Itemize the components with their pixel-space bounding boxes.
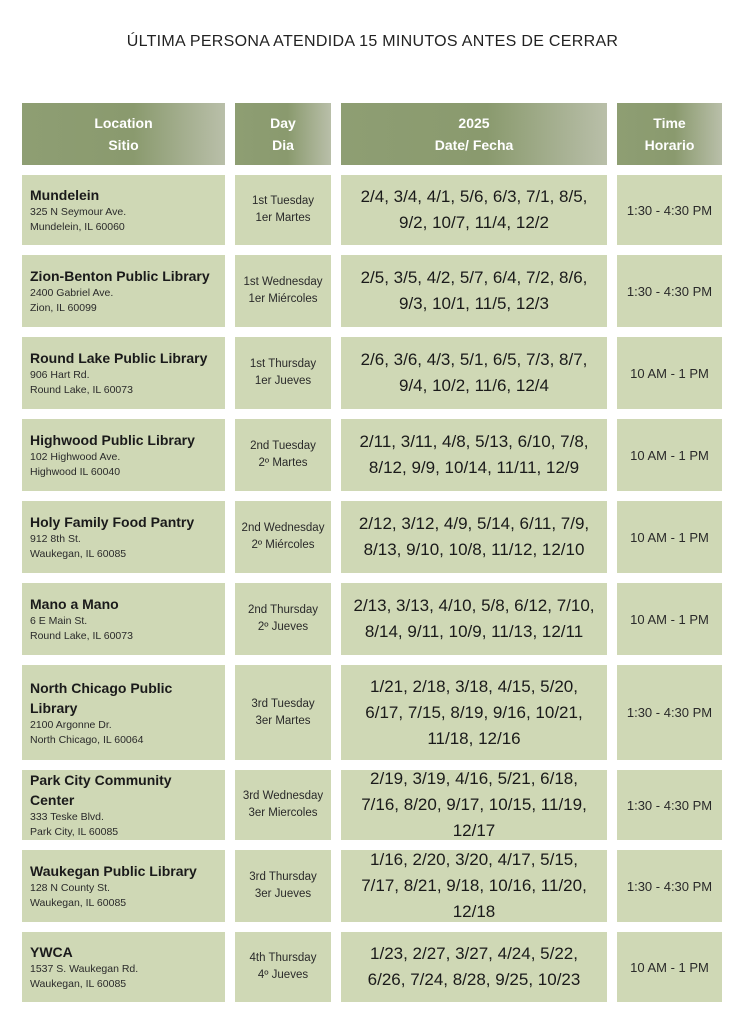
day-en: 1st Wednesday bbox=[243, 276, 323, 288]
dates-list: 2/11, 3/11, 4/8, 5/13, 6/10, 7/8, 8/12, 9/9, 10/14, 11/11, 12/9 bbox=[359, 432, 589, 477]
dates-list: 1/21, 2/18, 3/18, 4/15, 5/20, 6/17, 7/15, 8/19, 9/16, 10/21, 11/18, 12/16 bbox=[365, 676, 583, 748]
day-cell bbox=[235, 501, 331, 573]
location-cell bbox=[22, 770, 225, 840]
location-cell bbox=[22, 419, 225, 491]
location-name: Park City Community Center bbox=[30, 772, 172, 808]
day-es: 1er Martes bbox=[255, 212, 311, 224]
table-row bbox=[22, 337, 722, 409]
table-body bbox=[22, 175, 722, 1002]
location-name: Mano a Mano bbox=[30, 596, 119, 612]
location-name: Mundelein bbox=[30, 187, 100, 203]
time-range: 1:30 - 4:30 PM bbox=[626, 283, 713, 299]
dates-cell bbox=[341, 850, 607, 922]
location-name: Waukegan Public Library bbox=[30, 863, 197, 879]
day-en: 3rd Tuesday bbox=[251, 697, 315, 710]
header-date-label: Date/ Fecha bbox=[434, 137, 514, 153]
location-street: 1537 S. Waukegan Rd. bbox=[30, 963, 139, 975]
time-cell bbox=[617, 770, 722, 840]
time-cell bbox=[617, 175, 722, 245]
location-name: YWCA bbox=[30, 944, 73, 960]
table-row bbox=[22, 501, 722, 573]
table-row bbox=[22, 850, 722, 922]
day-cell bbox=[235, 850, 331, 922]
time-range: 10 AM - 1 PM bbox=[630, 611, 709, 627]
location-city: Waukegan, IL 60085 bbox=[30, 978, 127, 990]
closing-notice: ÚLTIMA PERSONA ATENDIDA 15 MINUTOS ANTES DE CERRAR bbox=[126, 33, 619, 50]
time-cell bbox=[617, 255, 722, 327]
location-cell bbox=[22, 665, 225, 760]
location-city: Zion, IL 60099 bbox=[30, 302, 97, 314]
header-time-en: Time bbox=[653, 115, 686, 131]
table-row bbox=[22, 770, 722, 840]
time-range: 1:30 - 4:30 PM bbox=[626, 797, 713, 813]
day-en: 1st Tuesday bbox=[251, 195, 314, 207]
dates-list: 2/5, 3/5, 4/2, 5/7, 6/4, 7/2, 8/6, 9/3, 10/1, 11/5, 12/3 bbox=[360, 268, 588, 313]
location-street: 906 Hart Rd. bbox=[30, 369, 90, 381]
day-es: 2º Miércoles bbox=[251, 539, 315, 551]
day-en: 4th Thursday bbox=[249, 952, 317, 964]
table-header-row bbox=[22, 103, 722, 165]
dates-cell bbox=[341, 932, 607, 1002]
dates-cell bbox=[341, 665, 607, 760]
location-city: North Chicago, IL 60064 bbox=[30, 733, 144, 746]
day-cell bbox=[235, 770, 331, 840]
location-cell bbox=[22, 175, 225, 245]
time-range: 10 AM - 1 PM bbox=[630, 529, 709, 545]
dates-list: 1/23, 2/27, 3/27, 4/24, 5/22, 6/26, 7/24, 8/28, 9/25, 10/23 bbox=[367, 944, 581, 989]
location-cell bbox=[22, 583, 225, 655]
dates-list: 2/19, 3/19, 4/16, 5/21, 6/18, 7/16, 8/20, 9/17, 10/15, 11/19, 12/17 bbox=[361, 769, 587, 840]
day-es: 1er Jueves bbox=[254, 375, 312, 387]
header-location-en: Location bbox=[94, 115, 153, 131]
header-date bbox=[341, 103, 607, 165]
day-en: 2nd Thursday bbox=[247, 604, 319, 616]
time-cell bbox=[617, 501, 722, 573]
location-city: Waukegan, IL 60085 bbox=[30, 548, 127, 560]
dates-list: 2/13, 3/13, 4/10, 5/8, 6/12, 7/10, 8/14, 9/11, 10/9, 11/13, 12/11 bbox=[353, 596, 595, 641]
location-street: 2400 Gabriel Ave. bbox=[30, 287, 114, 299]
table-row bbox=[22, 175, 722, 245]
location-street: 6 E Main St. bbox=[30, 615, 88, 627]
header-time-es: Horario bbox=[644, 137, 695, 153]
location-street: 128 N County St. bbox=[30, 882, 110, 894]
day-en: 2nd Tuesday bbox=[250, 440, 316, 452]
header-location bbox=[22, 103, 225, 165]
day-cell bbox=[235, 337, 331, 409]
time-range: 10 AM - 1 PM bbox=[630, 365, 709, 381]
dates-list: 2/12, 3/12, 4/9, 5/14, 6/11, 7/9, 8/13, 9/10, 10/8, 11/12, 12/10 bbox=[358, 514, 590, 559]
day-en: 2nd Wednesday bbox=[241, 522, 325, 534]
day-es: 2º Martes bbox=[258, 457, 308, 469]
dates-cell bbox=[341, 337, 607, 409]
dates-cell bbox=[341, 583, 607, 655]
location-city: Mundelein, IL 60060 bbox=[30, 221, 125, 233]
time-range: 1:30 - 4:30 PM bbox=[626, 705, 713, 720]
header-day-en: Day bbox=[270, 115, 296, 131]
day-es: 4º Jueves bbox=[257, 969, 309, 981]
table-row bbox=[22, 932, 722, 1002]
time-cell bbox=[617, 850, 722, 922]
location-name: Highwood Public Library bbox=[30, 432, 195, 448]
table-row bbox=[22, 255, 722, 327]
location-name: Holy Family Food Pantry bbox=[30, 514, 195, 530]
day-en: 1st Thursday bbox=[249, 358, 317, 370]
time-cell bbox=[617, 932, 722, 1002]
location-name: North Chicago Public Library bbox=[30, 679, 173, 716]
dates-list: 2/4, 3/4, 4/1, 5/6, 6/3, 7/1, 8/5, 9/2, 10/7, 11/4, 12/2 bbox=[360, 187, 588, 232]
location-city: Round Lake, IL 60073 bbox=[30, 384, 133, 396]
location-street: 325 N Seymour Ave. bbox=[30, 206, 127, 218]
day-es: 3er Martes bbox=[255, 714, 311, 727]
day-cell bbox=[235, 583, 331, 655]
schedule-table bbox=[22, 103, 722, 1012]
location-cell bbox=[22, 255, 225, 327]
day-es: 1er Miércoles bbox=[248, 293, 318, 305]
dates-cell bbox=[341, 501, 607, 573]
time-range: 1:30 - 4:30 PM bbox=[626, 878, 713, 894]
dates-cell bbox=[341, 770, 607, 840]
time-range: 10 AM - 1 PM bbox=[630, 959, 709, 975]
day-cell bbox=[235, 419, 331, 491]
time-cell bbox=[617, 665, 722, 760]
header-location-es: Sitio bbox=[108, 137, 139, 153]
day-cell bbox=[235, 932, 331, 1002]
day-es: 3er Jueves bbox=[254, 888, 312, 900]
location-city: Highwood IL 60040 bbox=[30, 466, 121, 478]
time-range: 10 AM - 1 PM bbox=[630, 447, 709, 463]
day-cell bbox=[235, 255, 331, 327]
time-cell bbox=[617, 583, 722, 655]
location-cell bbox=[22, 501, 225, 573]
day-cell bbox=[235, 175, 331, 245]
dates-list: 2/6, 3/6, 4/3, 5/1, 6/5, 7/3, 8/7, 9/4, 10/2, 11/6, 12/4 bbox=[360, 350, 588, 395]
location-city: Park City, IL 60085 bbox=[30, 826, 119, 838]
table-row bbox=[22, 419, 722, 491]
dates-cell bbox=[341, 419, 607, 491]
dates-cell bbox=[341, 175, 607, 245]
header-time bbox=[617, 103, 722, 165]
header-date-year: 2025 bbox=[458, 115, 490, 131]
time-cell bbox=[617, 337, 722, 409]
location-cell bbox=[22, 932, 225, 1002]
table-row bbox=[22, 583, 722, 655]
time-range: 1:30 - 4:30 PM bbox=[626, 202, 713, 218]
location-street: 333 Teske Blvd. bbox=[30, 811, 104, 823]
location-street: 102 Highwood Ave. bbox=[30, 451, 121, 463]
location-city: Waukegan, IL 60085 bbox=[30, 897, 127, 909]
day-en: 3rd Wednesday bbox=[242, 790, 324, 802]
location-cell bbox=[22, 850, 225, 922]
day-es: 2º Jueves bbox=[257, 621, 309, 633]
table-row bbox=[22, 665, 722, 760]
location-street: 912 8th St. bbox=[30, 533, 81, 545]
header-day bbox=[235, 103, 331, 165]
location-city: Round Lake, IL 60073 bbox=[30, 630, 133, 642]
location-name: Zion-Benton Public Library bbox=[30, 268, 210, 284]
dates-cell bbox=[341, 255, 607, 327]
day-es: 3er Miercoles bbox=[248, 807, 318, 819]
header-day-es: Dia bbox=[272, 137, 294, 153]
day-cell bbox=[235, 665, 331, 760]
location-cell bbox=[22, 337, 225, 409]
location-street: 2100 Argonne Dr. bbox=[30, 718, 112, 731]
time-cell bbox=[617, 419, 722, 491]
day-en: 3rd Thursday bbox=[249, 871, 317, 883]
dates-list: 1/16, 2/20, 3/20, 4/17, 5/15, 7/17, 8/21, 9/18, 10/16, 11/20, 12/18 bbox=[361, 850, 587, 921]
location-name: Round Lake Public Library bbox=[30, 350, 208, 366]
